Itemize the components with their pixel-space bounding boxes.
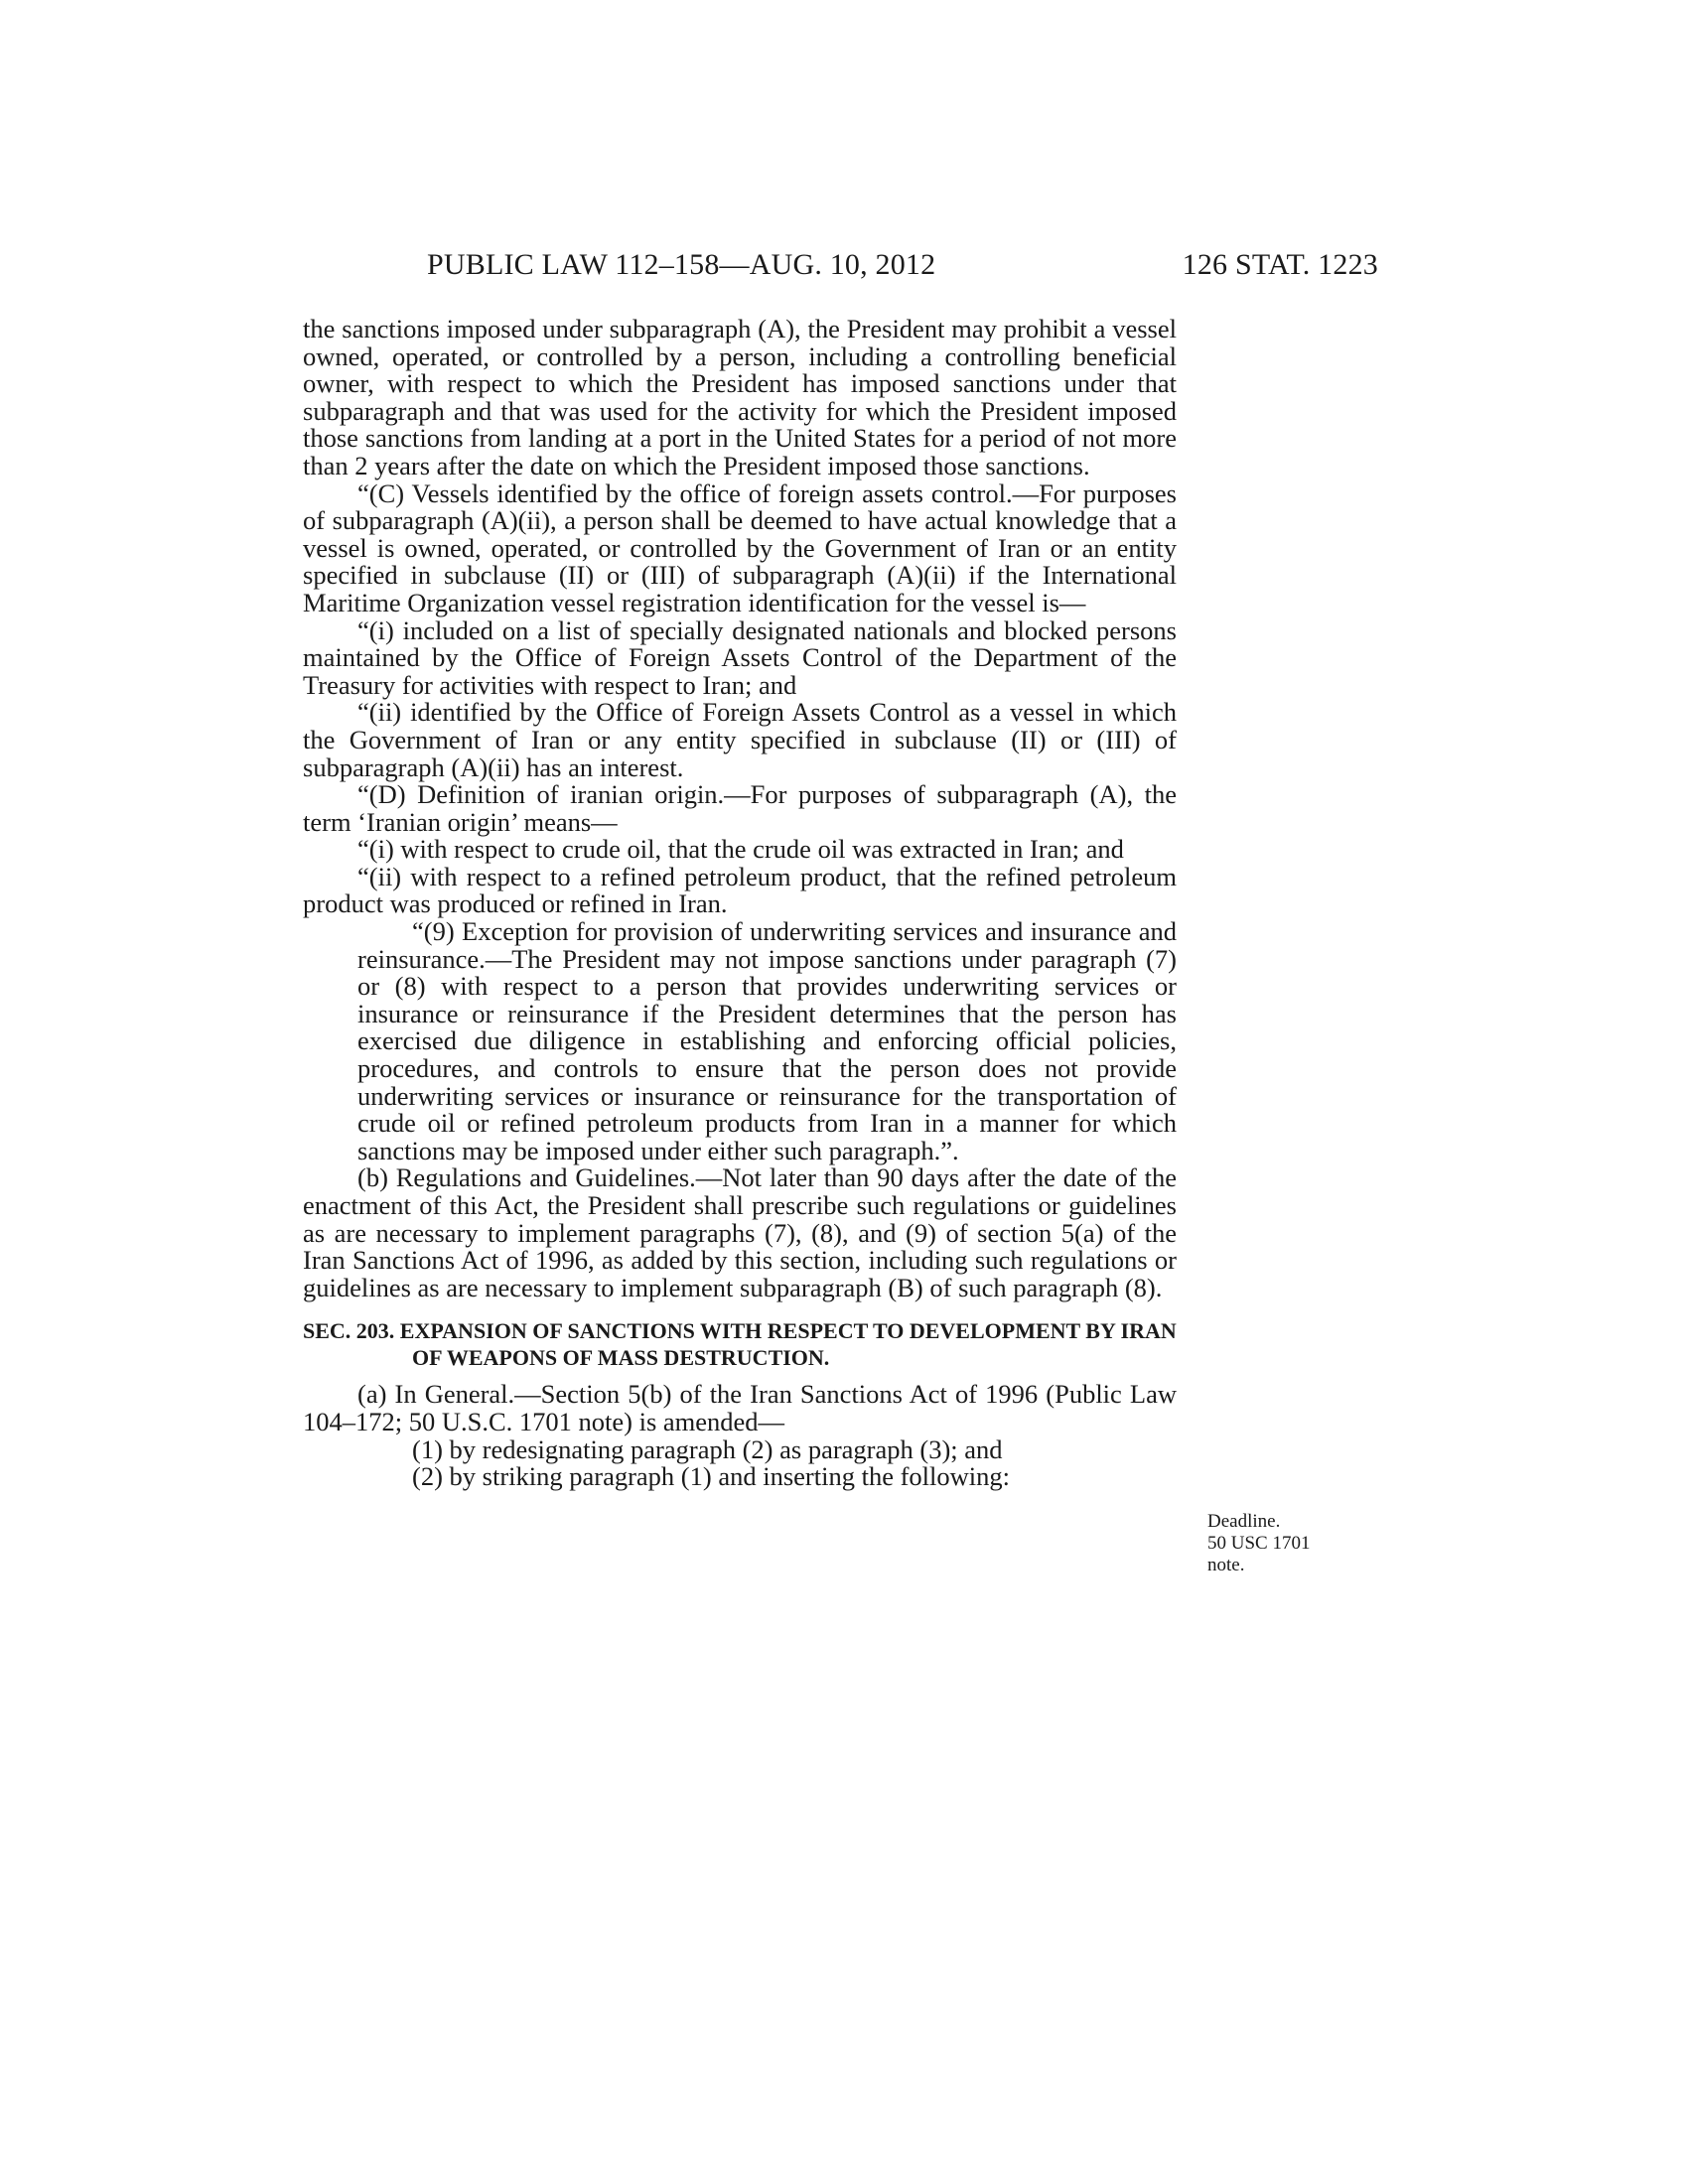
paragraph-continuation: the sanctions imposed under subparagraph (A), the President may prohibit a vessel owned, operated, or controlled by a person, including a controlling beneficial owner, with respect to which the President has imposed sanctions under that subparagraph and that was used for the activity for which the President imposed those sanctions from landing at a port in the United States for a period of not more than 2 years after the date on which the President imposed those sanctions. [303,314,1177,480]
margin-note-deadline: Deadline. [1207,1511,1281,1532]
header-stat-page: 126 STAT. 1223 [1182,248,1378,281]
document-body [303,316,1177,1491]
paragraph-9-exception: “(9) Exception for provision of underwriting services and insurance and reinsurance.—The President may not impose sanctions under paragraph (7) or (8) with respect to a person that provides underwriting services or insurance or reinsurance if the President determines that the person has exercised due diligence in establishing and enforcing official policies, procedures, and controls to ensure that the person does not provide underwriting services or insurance or reinsurance for the transportation of crude oil or refined petroleum products from Iran in a manner for which sanctions may be imposed under either such paragraph.”. [357,916,1177,1165]
running-header [427,248,1378,288]
paragraph-clause-c-i: “(i) included on a list of specially designated nationals and blocked persons maintained by the Office of Foreign Assets Control of the Department of the Treasury for activities with respect to Iran; and [303,614,1177,700]
paragraph-amend-2: (2) by striking paragraph (1) and inserting the following: [412,1461,1010,1492]
margin-note-usc: 50 USC 1701 [1207,1533,1311,1554]
paragraph-subpara-d: “(D) Definition of iranian origin.—For purposes of subparagraph (A), the term ‘Iranian origin’ means— [303,779,1177,837]
header-law-date: PUBLIC LAW 112–158—AUG. 10, 2012 [427,248,936,281]
paragraph-subpara-c: “(C) Vessels identified by the office of foreign assets control.—For purposes of subparagraph (A)(ii), a person shall be deemed to have actual knowledge that a vessel is owned, operated, or controlled by the Government of Iran or an entity specified in subclause (II) or (III) of subparagraph (A)(ii) if the International Maritime Organization vessel registration identification for the vessel is— [303,478,1177,617]
margin-note-note: note. [1207,1555,1245,1575]
paragraph-clause-d-ii: “(ii) with respect to a refined petroleum product, that the refined petroleum product was produced or refined in Iran. [303,861,1177,919]
paragraph-clause-d-i: “(i) with respect to crude oil, that the crude oil was extracted in Iran; and [357,834,1124,865]
section-203-heading: SEC. 203. EXPANSION OF SANCTIONS WITH RESPECT TO DEVELOPMENT BY IRAN OF WEAPONS OF MASS DESTRUCTION. [303,1318,1177,1371]
paragraph-amend-1: (1) by redesignating paragraph (2) as paragraph (3); and [412,1433,1003,1464]
margin-note [1207,1511,1310,1576]
paragraph-a-in-general: (a) In General.—Section 5(b) of the Iran Sanctions Act of 1996 (Public Law 104–172; 50 U.S.C. 1701 note) is amended— [303,1379,1177,1436]
paragraph-b-regulations: (b) Regulations and Guidelines.—Not later than 90 days after the date of the enactment of this Act, the President shall prescribe such regulations or guidelines as are necessary to implement paragraphs (7), (8), and (9) of section 5(a) of the Iran Sanctions Act of 1996, as added by this section, including such regulations or guidelines as are necessary to implement subparagraph (B) of such paragraph (8). [303,1162,1177,1302]
paragraph-clause-c-ii: “(ii) identified by the Office of Foreign Assets Control as a vessel in which the Government of Iran or any entity specified in subclause (II) or (III) of subparagraph (A)(ii) has an interest. [303,697,1177,782]
